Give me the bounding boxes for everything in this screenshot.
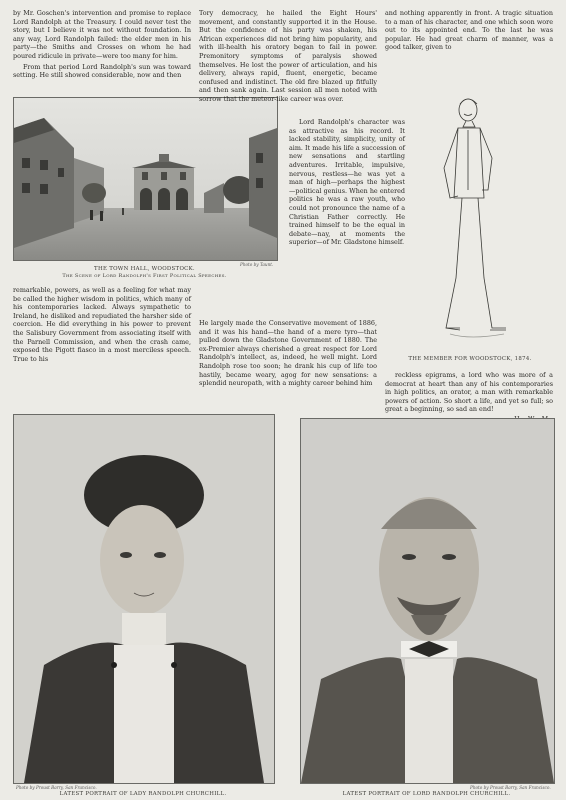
portrait-left-credit: Photo by Proust Barry, San Francisco. bbox=[16, 785, 97, 790]
paragraph: Tory democracy, he hailed the Eight Hours' movement, and constantly supported it in the House. But the confidence of his party was shaken, his African experiences did not bring him popularity, and with ill-health his oratory began to fail in power. Premonitory symptoms of paralysis showed themselves. He lost the power of articulation, and his delivery, always rapid, fluent, energetic, became confused and indistinct. The old fire blazed up fitfully and then sank again. Last session all men noted with sorrow that the meteor-like career was over. bbox=[199, 9, 377, 103]
paragraph: From that period Lord Randolph's sun was toward setting. He still showed considerable, now and then bbox=[13, 62, 191, 80]
paragraph: He largely made the Conservative movement of 1886, and it was his hand—the hand of a mere tyro—that pulled down the Gladstone Government of 1880. The ex-Premier always cherished a great respect for Lord Randolph's intellect, as, indeed, he well might. Lord Randolph rose too soon; he drank his cup of life too hastily, became weary, agog for new sensations: a splendid neuropath, with a mighty career behind him bbox=[199, 319, 377, 388]
town-hall-photo bbox=[13, 97, 278, 261]
photo-credit: Photo by Taunt. bbox=[240, 262, 274, 267]
paragraph: by Mr. Goschen's intervention and promise to replace Lord Randolph at the Treasury. I could never test the story, but I believe it was not without foundation. In any way, Lord Randolph failed: the elder men in his party—the Smiths and Crosses on whom he had poured ridicule in private—were too many for him. bbox=[13, 9, 191, 60]
caption-subtitle: The Scene of Lord Randolph's First Political Speeches. bbox=[62, 272, 227, 279]
paragraph: and nothing apparently in front. A tragic situation to a man of his character, and one which soon wore out to its appointed end. To the last he was popular. He had great charm of manner, was a good talker, given to bbox=[385, 9, 553, 52]
column-2-narrow-text bbox=[289, 118, 405, 247]
town-hall-caption bbox=[13, 266, 276, 279]
town-hall-illustration bbox=[14, 98, 277, 260]
standing-man-sketch bbox=[420, 90, 520, 352]
portrait-right-caption: LATEST PORTRAIT OF LORD RANDOLPH CHURCHILL. bbox=[342, 791, 511, 797]
lord-portrait-illustration bbox=[301, 419, 554, 783]
portrait-left-caption: LATEST PORTRAIT OF LADY RANDOLPH CHURCHILL. bbox=[59, 791, 227, 797]
column-1-top-text bbox=[13, 9, 191, 82]
column-2-top-text bbox=[199, 9, 377, 106]
sketch-caption: THE MEMBER FOR WOODSTOCK, 1874. bbox=[408, 356, 532, 362]
column-3-top-text bbox=[385, 9, 553, 54]
paragraph: remarkable, powers, as well as a feeling for what may be called the higher wisdom in politics, which many of his contemporaries lacked. Always sympathetic to Ireland, he disliked and repudiated the harsher side of coercion. He did everything in his power to prevent the Salisbury Government from associating itself with the Parnell Commission, and when the crash came, exposed the Pigott fiasco in a most merciless speech. True to his bbox=[13, 286, 191, 363]
paragraph: reckless epigrams, a lord who was more of a democrat at heart than any of his contemporaries in high politics, an orator, a man with remarkable powers of action. So short a life, and yet so full; so great a beginning, so sad an end! bbox=[385, 371, 553, 414]
paragraph: Lord Randolph's character was as attractive as his record. It lacked stability, simplicity, unity of aim. It made his life a succession of new sensations and startling adventures. Irritable, impulsive, nervous, restless—he was yet a man of high—perhaps the highest—political genius. When he entered politics he was a raw youth, who could not pronounce the name of a Christian Father correctly. He trained himself to be the equal in debate—nay, at moments the superior—of Mr. Gladstone himself. bbox=[289, 118, 405, 247]
portrait-lady-randolph bbox=[13, 414, 275, 784]
portrait-right-credit: Photo by Proust Barry, San Francisco. bbox=[470, 785, 551, 790]
sketch-illustration bbox=[420, 90, 520, 352]
column-3-bottom-text bbox=[385, 371, 553, 425]
column-2-bottom-text bbox=[199, 319, 377, 390]
portrait-lord-randolph bbox=[300, 418, 555, 784]
column-1-bottom-text bbox=[13, 286, 191, 365]
caption-title: THE TOWN HALL, WOODSTOCK. bbox=[94, 266, 195, 272]
lady-portrait-illustration bbox=[14, 415, 274, 783]
